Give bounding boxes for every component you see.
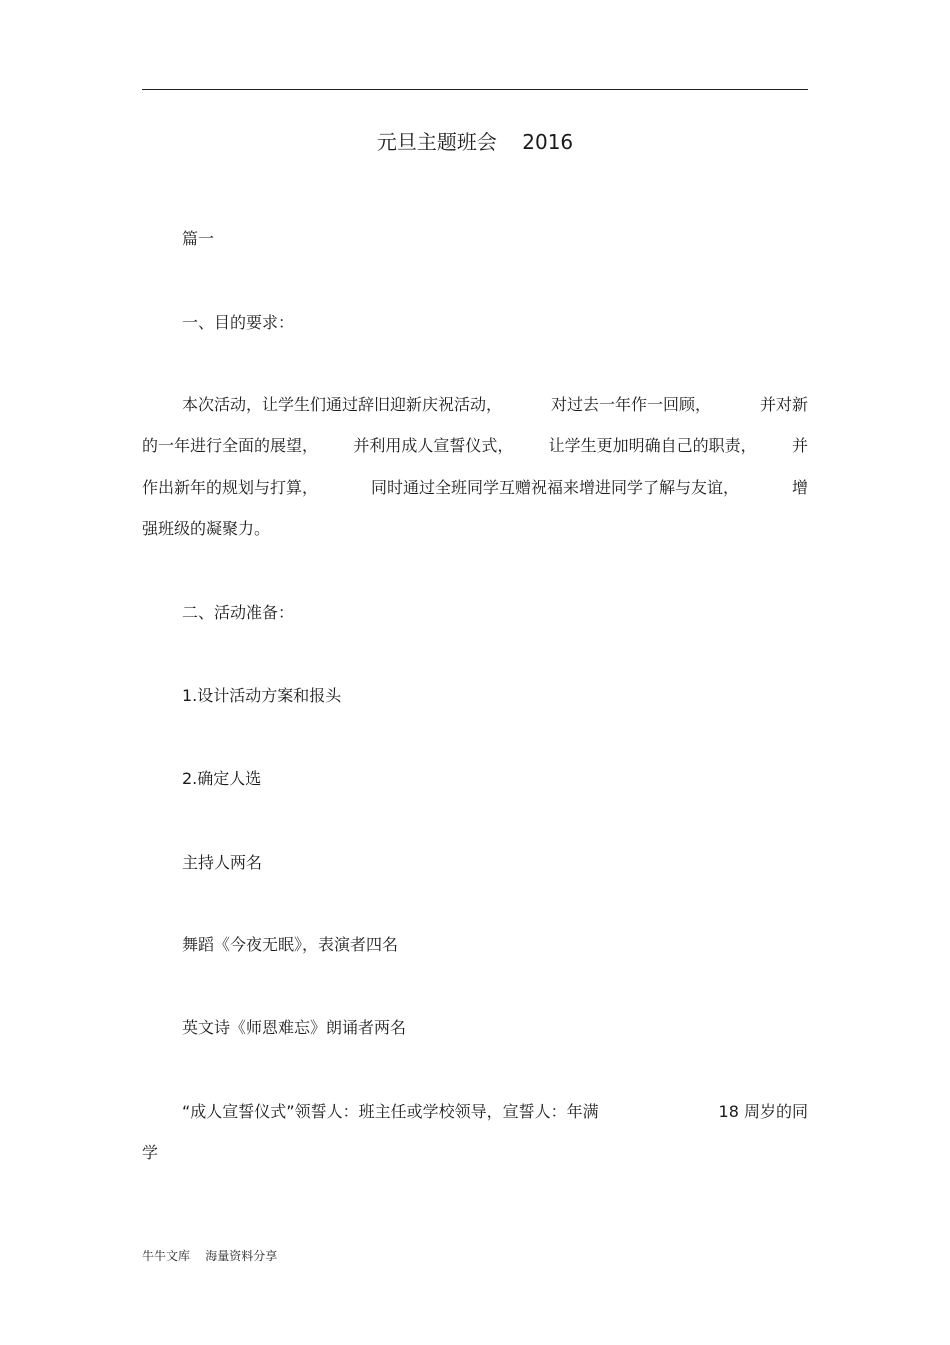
text-segment: 的一年进行全面的展望， xyxy=(142,436,319,455)
list-item: 1.设计活动方案和报头 xyxy=(182,686,342,705)
text-segment: 18 周岁的同 xyxy=(718,1102,808,1121)
list-item: 舞蹈《今夜无眠》，表演者四名 xyxy=(182,935,399,954)
text-segment: 本次活动，让学生们通过辞旧迎新庆祝活动， xyxy=(182,395,503,414)
paragraph-line xyxy=(142,478,808,498)
list-item: 英文诗《师恩难忘》朗诵者两名 xyxy=(182,1018,407,1037)
text-segment: “成人宣誓仪式”领誓人：班主任或学校领导，宣誓人：年满 xyxy=(182,1102,599,1121)
paragraph-line xyxy=(182,1102,808,1122)
text-segment: 增 xyxy=(791,478,808,497)
paragraph-line xyxy=(182,395,808,415)
document-title: 元旦主题班会 2016 xyxy=(376,130,574,154)
heading-objectives: 一、目的要求： xyxy=(182,313,295,332)
text-segment: 同时通过全班同学互赠祝福来增进同学了解与友谊， xyxy=(370,478,739,497)
section-label: 篇一 xyxy=(182,229,215,248)
text-segment: 并对新 xyxy=(759,395,808,414)
text-segment: 并利用成人宣誓仪式， xyxy=(353,436,514,455)
page-footer: 牛牛文库 海量资料分享 xyxy=(142,1249,278,1263)
text-segment: 并 xyxy=(791,436,808,455)
text-segment: 作出新年的规划与打算， xyxy=(142,478,319,497)
list-item: 2.确定人选 xyxy=(182,769,262,788)
heading-preparation: 二、活动准备： xyxy=(182,603,295,622)
paragraph-line: 强班级的凝聚力。 xyxy=(142,519,271,538)
text-segment: 对过去一年作一回顾， xyxy=(550,395,711,414)
paragraph-line: 学 xyxy=(142,1143,159,1162)
header-rule xyxy=(142,89,808,90)
list-item: 主持人两名 xyxy=(182,853,263,872)
paragraph-line xyxy=(142,436,808,456)
text-segment: 让学生更加明确自己的职责， xyxy=(548,436,757,455)
